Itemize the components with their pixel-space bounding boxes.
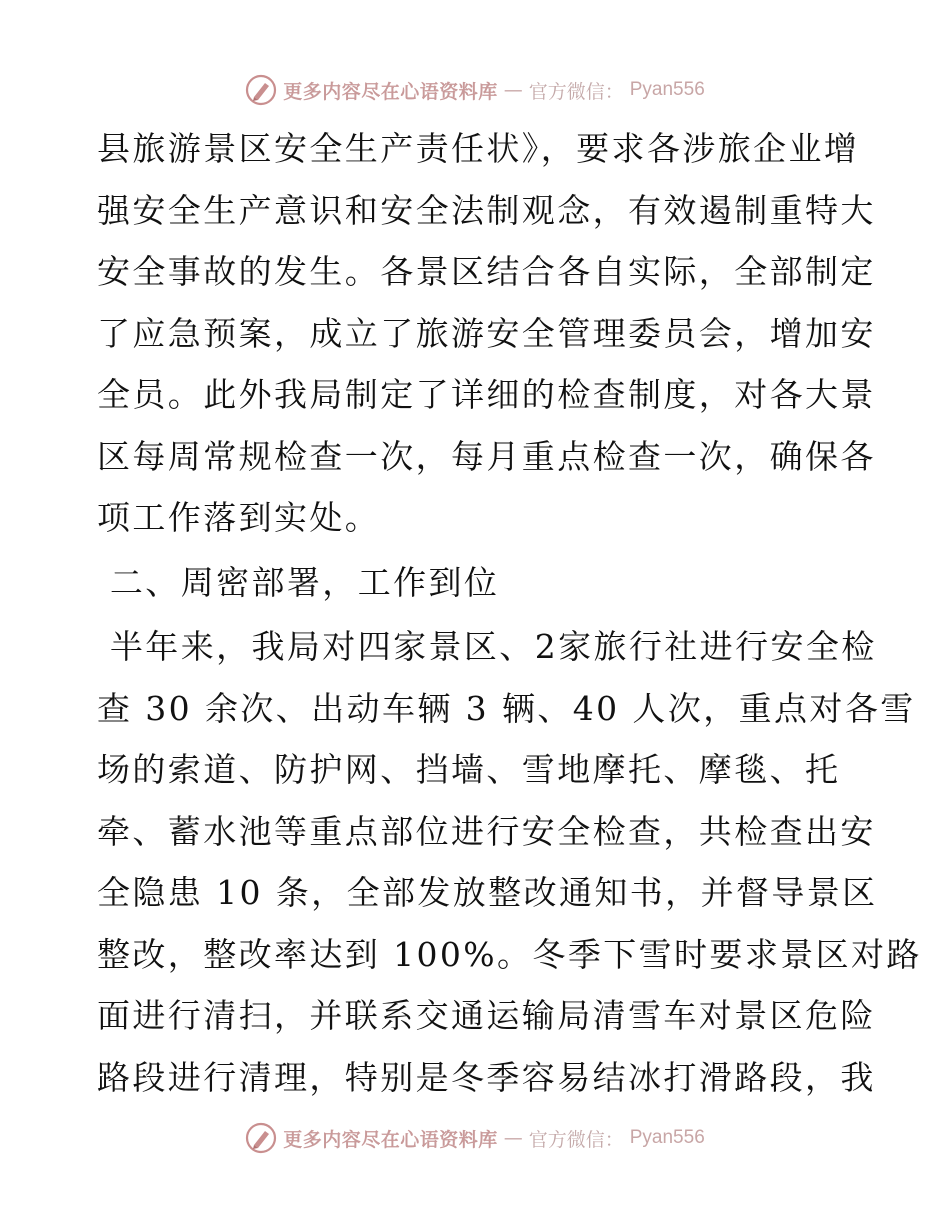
watermark-wechat-id: Pyan556 — [629, 1127, 705, 1148]
document-body — [97, 118, 922, 1108]
text-line: 项工作落到实处。 — [97, 498, 381, 537]
watermark-wechat-id: Pyan556 — [629, 79, 705, 100]
text-line: 场的索道、防护网、挡墙、雪地摩托、摩毯、托 — [97, 750, 841, 789]
text-line: 半年来，我局对四家景区、2家旅行社进行安全检 — [97, 627, 877, 666]
pen-logo-icon — [245, 74, 277, 106]
text-line: 区每周常规检查一次，每月重点检查一次，确保各 — [97, 436, 876, 476]
text-line: 路段进行清理，特别是冬季容易结冰打滑路段，我 — [97, 1057, 876, 1097]
pen-logo-icon — [245, 1122, 277, 1154]
watermark-text: 更多内容尽在心语资料库 — [283, 1128, 498, 1151]
watermark-label: 官方微信： — [528, 1128, 624, 1151]
text-line: 全隐患 10 条，全部发放整改通知书，并督导景区 — [97, 873, 878, 912]
text-line: 强安全生产意识和安全法制观念，有效遏制重特大 — [97, 190, 876, 230]
header-watermark — [0, 70, 950, 110]
text-line: 查 30 余次、出动车辆 3 辆、40 人次，重点对各雪 — [97, 688, 916, 728]
watermark-text: 更多内容尽在心语资料库 — [283, 80, 498, 103]
section-heading: 二、周密部署，工作到位 — [97, 562, 500, 602]
text-line: 了应急预案，成立了旅游安全管理委员会，增加安 — [97, 313, 876, 353]
text-line: 安全事故的发生。各景区结合各自实际，全部制定 — [97, 252, 876, 291]
text-line: 面进行清扫，并联系交通运输局清雪车对景区危险 — [97, 996, 876, 1035]
text-line: 全员。此外我局制定了详细的检查制度，对各大景 — [97, 375, 876, 414]
footer-watermark — [0, 1118, 950, 1158]
watermark-separator: — — [503, 79, 523, 101]
text-line: 县旅游景区安全生产责任状》，要求各涉旅企业增 — [97, 129, 860, 168]
watermark-separator: — — [503, 1127, 523, 1149]
text-line: 整改，整改率达到 100%。冬季下雪时要求景区对路 — [97, 934, 922, 974]
watermark-label: 官方微信： — [528, 80, 624, 103]
text-line: 牵、蓄水池等重点部位进行安全检查，共检查出安 — [97, 811, 876, 851]
